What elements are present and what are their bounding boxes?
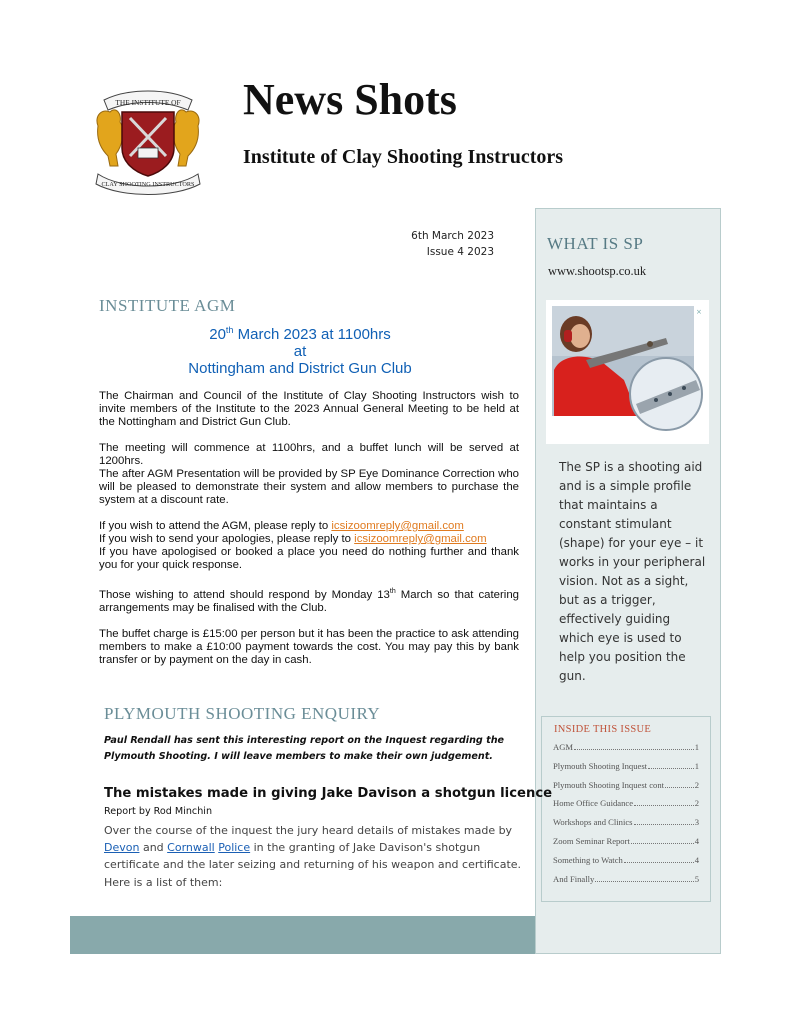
toc-item[interactable]: Workshops and Clinics 3 (553, 817, 699, 828)
sp-description: The SP is a shooting aid and is a simple profile that maintains a constant stimulant (shape) for your eye – it works in your peripheral vision. Not as a sight, but as a trigger, effectively guiding which eye is used to help you position the gun. (559, 460, 706, 683)
article-paragraph: Over the course of the inquest the jury heard details of mistakes made by Devon and Cornwall Police in the granting of Jake Davison's shotgun certificate and the later seizing and returning of his weapon and certificate. (104, 824, 522, 871)
agm-heading: INSTITUTE AGM (99, 296, 236, 315)
police-link[interactable]: Police (218, 841, 251, 854)
agm-reply-paragraph: If you wish to attend the AGM, please reply to icsizoomreply@gmail.com If you wish to send your apologies, please reply to icsizoomreply@gmail.com If you have apologised or booked a place you need do nothing further and thank you for your quick response. (99, 520, 519, 571)
newsletter-title: News Shots (243, 75, 457, 124)
cornwall-link[interactable]: Cornwall (167, 841, 215, 854)
apology-email-link[interactable]: icsizoomreply@gmail.com (354, 533, 487, 545)
agm-date-venue (130, 322, 470, 377)
sp-url[interactable]: www.shootsp.co.uk (548, 264, 647, 278)
agm-at: at (293, 343, 307, 360)
svg-text:THE INSTITUTE OF: THE INSTITUTE OF (115, 98, 181, 107)
agm-paragraph: The buffet charge is £15:00 per person but it has been the practice to ask attending members to make a £10:00 payment towards the cost. You may pay this by bank transfer or by payment on the day in cash. (99, 627, 519, 666)
issue-date: 6th March 2023 (411, 230, 494, 242)
reply-email-link[interactable]: icsizoomreply@gmail.com (331, 520, 464, 532)
sp-heading: WHAT IS SP (547, 234, 644, 253)
institute-crest-logo (92, 86, 204, 196)
agm-paragraph: The meeting will commence at 1100hrs, and a buffet lunch will be served at 1200hrs. The after AGM Presentation will be provided by SP Eye Dominance Correction who will be pleased to demonstrate their system and allow members to purchase the system at a discount rate. (99, 442, 519, 506)
toc-item[interactable]: Plymouth Shooting Inquest 1 (553, 760, 699, 771)
plymouth-intro: Paul Rendall has sent this interesting report on the Inquest regarding the Plymouth Shooting. I will leave members to make their own judgement. (104, 735, 505, 762)
toc-item[interactable]: Plymouth Shooting Inquest cont 2 (553, 779, 699, 790)
agm-date: 20th March 2023 at 1100hrs (209, 325, 391, 343)
toc-item[interactable]: And Finally 5 (553, 873, 699, 884)
devon-link[interactable]: Devon (104, 841, 140, 854)
svg-text:×: × (696, 308, 702, 316)
article-list-intro: Here is a list of them: (104, 876, 223, 889)
toc-list (553, 742, 699, 892)
agm-venue: Nottingham and District Gun Club (188, 360, 412, 377)
article-title: The mistakes made in giving Jake Davison a shotgun licence (104, 786, 553, 801)
agm-paragraph: The Chairman and Council of the Institute of Clay Shooting Instructors wish to invite members of the Institute to the 2023 Annual General Meeting to be held at the Nottingham and District Gun Club. (99, 390, 519, 428)
article-byline: Report by Rod Minchin (104, 806, 213, 817)
issue-info (380, 228, 494, 260)
issue-number: Issue 4 2023 (426, 246, 494, 258)
toc-item[interactable]: AGM 1 (553, 742, 699, 752)
toc-heading: INSIDE THIS ISSUE (554, 724, 652, 735)
toc-item[interactable]: Something to Watch 4 (553, 854, 699, 865)
toc-item[interactable]: Zoom Seminar Report 4 (553, 835, 699, 846)
toc-item[interactable]: Home Office Guidance 2 (553, 798, 699, 809)
footer-bar (70, 916, 535, 954)
shooter-with-sp-sight-photo (546, 300, 709, 444)
plymouth-heading: PLYMOUTH SHOOTING ENQUIRY (104, 704, 381, 723)
agm-body (99, 390, 519, 680)
newsletter-subtitle: Institute of Clay Shooting Instructors (243, 146, 564, 168)
agm-paragraph: Those wishing to attend should respond by Monday 13th March so that catering arrangements may be finalised with the Club. (99, 588, 519, 614)
svg-text:CLAY SHOOTING INSTRUCTORS: CLAY SHOOTING INSTRUCTORS (101, 181, 195, 188)
